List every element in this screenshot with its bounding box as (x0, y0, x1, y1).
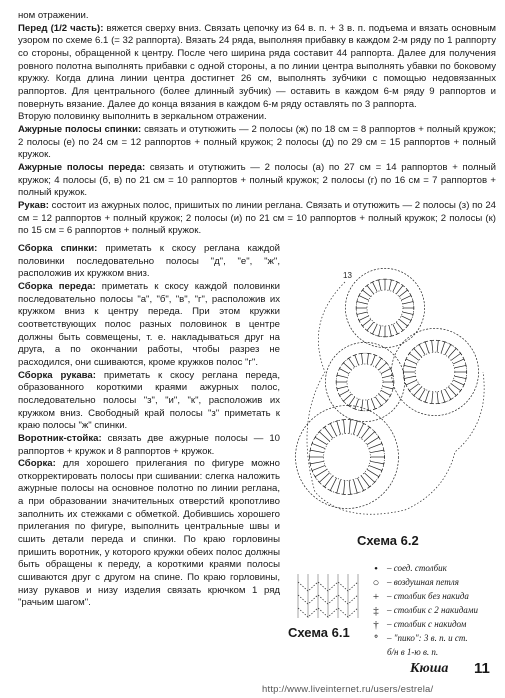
legend-row (365, 604, 505, 618)
scheme-6-1-caption: Схема 6.1 (288, 625, 350, 640)
top-text-block (18, 10, 496, 238)
paragraph-heading: Сборка спинки: (18, 243, 98, 254)
legend-row (365, 590, 505, 604)
paragraph (18, 433, 280, 458)
legend (365, 562, 505, 660)
scheme-6-2-diagram (285, 262, 500, 527)
paragraph (18, 162, 496, 200)
legend-row (365, 576, 505, 590)
legend-label: – столбик с накидом (387, 619, 467, 630)
paragraph-heading: Ажурные полосы переда: (18, 161, 146, 173)
paragraph-text: связать и отутюжить — 2 полосы (а) по 27 см = 14 раппортов + полный кружок; 4 полосы (б, в) по 21 см = 10 раппортов + полный кружок; 2 полосы (г) по 16 см = 7 раппортов + полный кружок. (18, 161, 497, 199)
paragraph-text: приметать к скосу реглана каждой половинки последовательно полосы "д", "е", "ж", расположив их кружком вниз. (18, 243, 281, 280)
legend-label: – столбик с 2 накидами (387, 605, 479, 616)
legend-row (365, 618, 505, 632)
paragraph-heading: Сборка: (18, 458, 56, 470)
paragraph-heading: Ажурные полосы спинки: (18, 123, 142, 135)
paragraph (18, 243, 280, 281)
scheme-6-1-diagram (290, 570, 365, 622)
paragraph-text: связать и отутюжить — 2 полосы (ж) по 18 см = 8 раппортов + полный кружок; 2 полосы (е) по 24 см = 12 раппортов + полный кружок; 2 полосы (д) по 29 см = 15 раппортов + полный кружок. (18, 123, 496, 161)
row-label-13: 13 (343, 271, 352, 280)
paragraph (18, 200, 496, 238)
legend-label: – столбик без накида (387, 591, 469, 602)
legend-symbol-icon: † (373, 618, 379, 631)
legend-symbol-icon: + (372, 590, 380, 603)
legend-symbol-icon: ○ (372, 576, 380, 589)
paragraph-heading: Перед (1/2 часть): (18, 22, 104, 34)
paragraph (18, 124, 496, 162)
paragraph (18, 10, 496, 23)
paragraph (18, 23, 496, 112)
paragraph (18, 281, 280, 370)
paragraph-text: приметать к скосу каждой половинки последовательно полосы "а", "б", "в", "г", расположив их кружком вниз к центру переда. При этом кружки соответствующих полос разных половинок в центре должны быть совмещены, т. е. накладываться друг на друга, а по окончании работы, чтобы разрез не расходился, они сшиваются, кроме кружков полос "г". (18, 280, 280, 368)
watermark-url: http://www.liveinternet.ru/users/estrela/ (262, 684, 434, 695)
legend-row (365, 646, 505, 660)
paragraph-text: ном отражении. (18, 10, 89, 21)
paragraph-text: состоит из ажурных полос, пришитых по линии реглана. Связать и отутюжить — 2 полосы (з) по 24 см = 12 раппортов + полный кружок; 2 полосы (и) по 21 см = 10 раппортов + полный кружок; 2 полосы (к) по 15 см = 6 раппортов + полный кружок. (18, 199, 496, 237)
paragraph (18, 458, 280, 610)
paragraph-text: связать две ажурные полосы — 10 раппортов + кружок и 8 раппортов + кружок. (18, 432, 280, 457)
paragraph-heading: Рукав: (18, 199, 49, 211)
paragraph-heading: Сборка рукава: (18, 369, 96, 381)
legend-symbol-icon: ‡ (373, 604, 379, 617)
legend-label: – соед. столбик (387, 563, 447, 574)
legend-label: – "пико": 3 в. п. и ст. (387, 633, 468, 644)
paragraph-heading: Воротник-стойка: (18, 432, 102, 444)
scheme-6-2-caption: Схема 6.2 (357, 533, 419, 548)
page-number: 11 (474, 660, 490, 677)
paragraph-text: приметать к скосу реглана переда, образованного короткими краями ажурных полос, последовательно полосы "з", "и", "к", расположив их кружком вниз. Свободный край полосы "з" приметать к краю полосы "ж" спинки. (18, 369, 280, 432)
paragraph-text: для хорошего прилегания по фигуре можно откорректировать полосы при сшивании: слегка наложить ажурные полосы на основное полотно по линии реглана, а при образовании значительных отверстий кропотливо заполнить их стежками с обметкой. Добившись хорошего прилегания по фигуре, выполнить центральные швы и сшить детали переда и спинки. По краю горловины пришить воротник, у которого кружки обеих полос должны быть обращены к переду, а короткими краями полосы сшиваются друг с другом на спине. По краю горловины, низу рукавов и низу изделия связать крючком 1 ряд "рачьим шагом". (18, 458, 280, 609)
paragraph (18, 111, 496, 124)
left-text-column (18, 243, 280, 610)
legend-symbol-icon: ᐤ (373, 632, 379, 645)
legend-symbol-icon: • (374, 562, 378, 575)
legend-label: б/н в 1-ю в. п. (387, 647, 439, 658)
legend-row (365, 562, 505, 576)
legend-row (365, 632, 505, 646)
paragraph (18, 370, 280, 433)
paragraph-text: вяжется сверху вниз. Связать цепочку из 64 в. п. + 3 в. п. подъема и вязать основным узором по схеме 6.1 (= 32 раппорта). Вязать 24 ряда, выполняя прибавку в каждом 2-м ряду по 1 раппорту со стороны, обращенной к центру. После чего ширина ряда составит 44 раппорта. Далее для получения ровного полотна выполнять прибавки с одной стороны, а по линии центра выполнять убавки по боковому кружку. Когда длина линии центра достигнет 26 см, выполнять зубчики с помощью недовязанных раппортов. Для центрального (более длинный зубчик) — оставить в каждом 6-м ряду 9 раппортов и повернуть вязание. Далее до конца вязания в каждом 6-м ряду оставлять по 3 раппорта. (18, 22, 496, 110)
paragraph-heading: Сборка переда: (18, 280, 96, 292)
magazine-name: Кюша (410, 661, 449, 676)
paragraph-text: Вторую половинку выполнить в зеркальном отражении. (18, 111, 267, 123)
legend-label: – воздушная петля (387, 577, 459, 588)
